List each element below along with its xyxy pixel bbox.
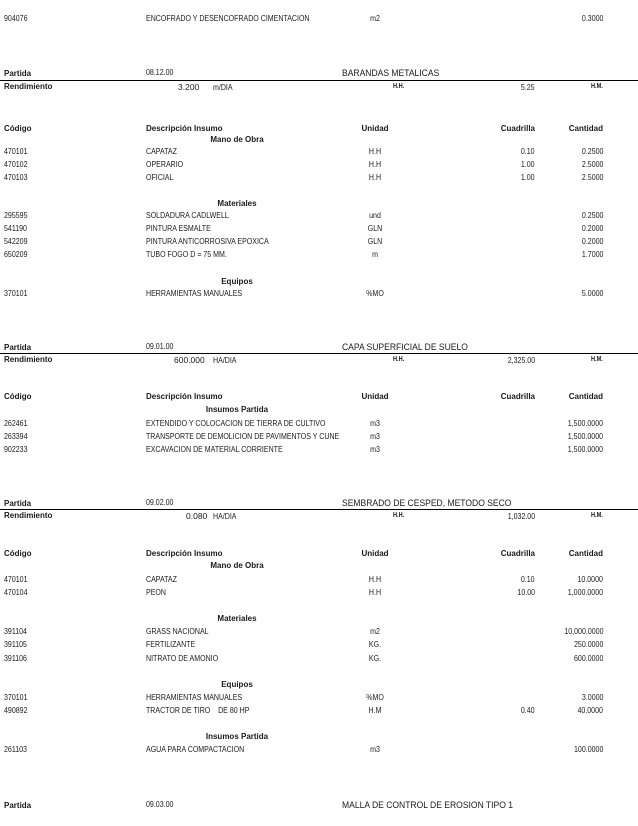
group-title: Materiales: [217, 199, 257, 208]
row-unit: m3: [370, 445, 380, 454]
row-description: HERRAMIENTAS MANUALES: [146, 289, 243, 298]
partida-code: 08.12.00: [146, 68, 174, 77]
row-unit: m: [372, 250, 378, 259]
row-code: 261103: [4, 745, 27, 754]
row-quantity: 40.0000: [577, 706, 603, 715]
col-header-unidad: Unidad: [361, 549, 389, 558]
row-unit: H.M: [368, 706, 382, 715]
row-code: 904076: [4, 14, 28, 23]
row-cuadrilla: 1.00: [521, 160, 535, 169]
col-header-unidad: Unidad: [361, 124, 389, 133]
row-description: FERTILIZANTE: [146, 640, 196, 649]
col-header-codigo: Código: [4, 392, 32, 401]
rendimiento-label: Rendimiento: [4, 82, 53, 91]
group-title: Equipos: [221, 680, 253, 689]
row-description: HERRAMIENTAS MANUALES: [146, 693, 243, 702]
hh-label: H.H.: [393, 83, 405, 90]
row-description: ENCOFRADO Y DESENCOFRADO CIMENTACION: [146, 14, 310, 23]
row-cuadrilla: 1.00: [521, 173, 535, 182]
hh-value: 5.25: [521, 83, 535, 92]
row-unit: m3: [370, 419, 380, 428]
col-header-unidad: Unidad: [361, 392, 389, 401]
row-code: 470104: [4, 588, 28, 597]
row-unit: m3: [370, 745, 380, 754]
row-unit: m2: [370, 14, 380, 23]
row-code: 295595: [4, 211, 28, 220]
col-header-cantidad: Cantidad: [568, 392, 603, 401]
col-header-descripcion: Descripción Insumo: [146, 124, 223, 133]
rendimiento-value: 0.080: [186, 511, 208, 521]
row-unit: H.H: [368, 147, 382, 156]
row-description: TUBO FOGO D = 75 MM.: [146, 250, 227, 259]
row-quantity: 1.7000: [581, 250, 603, 259]
row-cuadrilla: 0.10: [521, 147, 535, 156]
row-code: 391104: [4, 627, 27, 636]
row-code: 391105: [4, 640, 27, 649]
row-unit: GLN: [367, 224, 383, 233]
partida-title: SEMBRADO DE CESPED, METODO SECO: [342, 498, 512, 508]
row-description: TRANSPORTE DE DEMOLICION DE PAVIMENTOS Y CUNE: [146, 432, 340, 441]
partida-title: CAPA SUPERFICIAL DE SUELO: [342, 342, 468, 352]
row-unit: und: [369, 211, 381, 220]
row-cuadrilla: 0.10: [521, 575, 535, 584]
divider: [0, 509, 638, 510]
hm-label: H.M.: [591, 83, 603, 90]
row-quantity: 100.0000: [573, 745, 603, 754]
row-unit: KG.: [368, 654, 382, 663]
row-quantity: 2.5000: [581, 173, 603, 182]
hh-label: H.H.: [393, 356, 405, 363]
group-title: Equipos: [221, 277, 253, 286]
row-description: AGUA PARA COMPACTACION: [146, 745, 245, 754]
row-description: NITRATO DE AMONIO: [146, 654, 219, 663]
col-header-cuadrilla: Cuadrilla: [500, 549, 535, 558]
hh-label: H.H.: [393, 512, 405, 519]
row-unit: m3: [370, 432, 380, 441]
row-code: 470101: [4, 575, 28, 584]
row-unit: H.H: [368, 575, 382, 584]
row-description: CAPATAZ: [146, 575, 177, 584]
row-unit: %MO: [366, 289, 384, 298]
rendimiento-unit: HA/DIA: [213, 512, 237, 521]
row-unit: H.H: [368, 173, 382, 182]
row-quantity: 10.0000: [577, 575, 603, 584]
row-description: EXCAVACION DE MATERIAL CORRIENTE: [146, 445, 283, 454]
row-code: 370101: [4, 693, 28, 702]
row-cuadrilla: 0.40: [521, 706, 535, 715]
hm-label: H.M.: [591, 356, 603, 363]
row-description: GRASS NACIONAL: [146, 627, 209, 636]
row-unit: KG.: [368, 640, 382, 649]
row-quantity: 1,500.0000: [567, 419, 603, 428]
row-unit: %MO: [366, 693, 384, 702]
partida-label: Partida: [4, 69, 32, 78]
row-quantity: 0.3000: [581, 14, 603, 23]
row-quantity: 3.0000: [581, 693, 603, 702]
row-code: 370101: [4, 289, 28, 298]
row-quantity: 5.0000: [581, 289, 603, 298]
row-quantity: 1,500.0000: [567, 432, 603, 441]
partida-code: 09.01.00: [146, 342, 174, 351]
divider: [0, 353, 638, 354]
row-description: OPERARIO: [146, 160, 184, 169]
rendimiento-unit: HA/DIA: [213, 356, 237, 365]
row-code: 262461: [4, 419, 28, 428]
row-quantity: 0.2000: [581, 224, 603, 233]
group-title: Materiales: [217, 614, 257, 623]
partida-label: Partida: [4, 499, 32, 508]
row-code: 263394: [4, 432, 28, 441]
hh-value: 2,325.00: [507, 356, 535, 365]
col-header-cuadrilla: Cuadrilla: [500, 124, 535, 133]
col-header-descripcion: Descripción Insumo: [146, 392, 223, 401]
group-title: Insumos Partida: [205, 732, 269, 741]
row-description: PEON: [146, 588, 166, 597]
row-description: PINTURA ANTICORROSIVA EPOXICA: [146, 237, 269, 246]
partida-title: BARANDAS METALICAS: [342, 68, 440, 78]
rendimiento-value: 3.200: [178, 82, 200, 92]
row-quantity: 1,500.0000: [567, 445, 603, 454]
row-code: 650209: [4, 250, 28, 259]
row-quantity: 1,000.0000: [567, 588, 603, 597]
row-quantity: 0.2000: [581, 237, 603, 246]
group-title: Mano de Obra: [210, 135, 264, 144]
row-description: EXTENDIDO Y COLOCACION DE TIERRA DE CULTIVO: [146, 419, 326, 428]
partida-code: 09.02.00: [146, 498, 174, 507]
row-description: SOLDADURA CADLWELL: [146, 211, 229, 220]
row-description: CAPATAZ: [146, 147, 177, 156]
row-code: 470102: [4, 160, 28, 169]
partida-title: MALLA DE CONTROL DE EROSION TIPO 1: [342, 800, 514, 810]
rendimiento-value: 600.000: [174, 355, 205, 365]
row-quantity: 2.5000: [581, 160, 603, 169]
row-description: PINTURA ESMALTE: [146, 224, 211, 233]
row-unit: GLN: [367, 237, 383, 246]
group-title: Mano de Obra: [210, 561, 264, 570]
hm-label: H.M.: [591, 512, 603, 519]
row-quantity: 250.0000: [573, 640, 603, 649]
row-code: 490892: [4, 706, 28, 715]
hh-value: 1,032.00: [507, 512, 535, 521]
rendimiento-label: Rendimiento: [4, 511, 53, 520]
row-quantity: 0.2500: [581, 211, 603, 220]
col-header-cantidad: Cantidad: [568, 549, 603, 558]
rendimiento-unit: m/DIA: [213, 83, 233, 92]
row-code: 902233: [4, 445, 28, 454]
row-unit: H.H: [368, 160, 382, 169]
row-unit: m2: [370, 627, 380, 636]
partida-label: Partida: [4, 801, 32, 810]
rendimiento-label: Rendimiento: [4, 355, 53, 364]
row-code: 470101: [4, 147, 28, 156]
group-title: Insumos Partida: [205, 405, 269, 414]
divider: [0, 80, 638, 81]
row-unit: H.H: [368, 588, 382, 597]
row-quantity: 600.0000: [573, 654, 603, 663]
row-code: 542209: [4, 237, 28, 246]
row-code: 541190: [4, 224, 27, 233]
col-header-codigo: Código: [4, 549, 32, 558]
row-code: 470103: [4, 173, 28, 182]
partida-label: Partida: [4, 343, 32, 352]
col-header-descripcion: Descripción Insumo: [146, 549, 223, 558]
row-quantity: 10,000.0000: [563, 627, 603, 636]
partida-code: 09.03.00: [146, 800, 174, 809]
row-code: 391106: [4, 654, 27, 663]
col-header-cantidad: Cantidad: [568, 124, 603, 133]
row-description: OFICIAL: [146, 173, 174, 182]
row-description: TRACTOR DE TIRO DE 80 HP: [146, 706, 250, 715]
col-header-cuadrilla: Cuadrilla: [500, 392, 535, 401]
row-cuadrilla: 10.00: [517, 588, 535, 597]
row-quantity: 0.2500: [581, 147, 603, 156]
col-header-codigo: Código: [4, 124, 32, 133]
